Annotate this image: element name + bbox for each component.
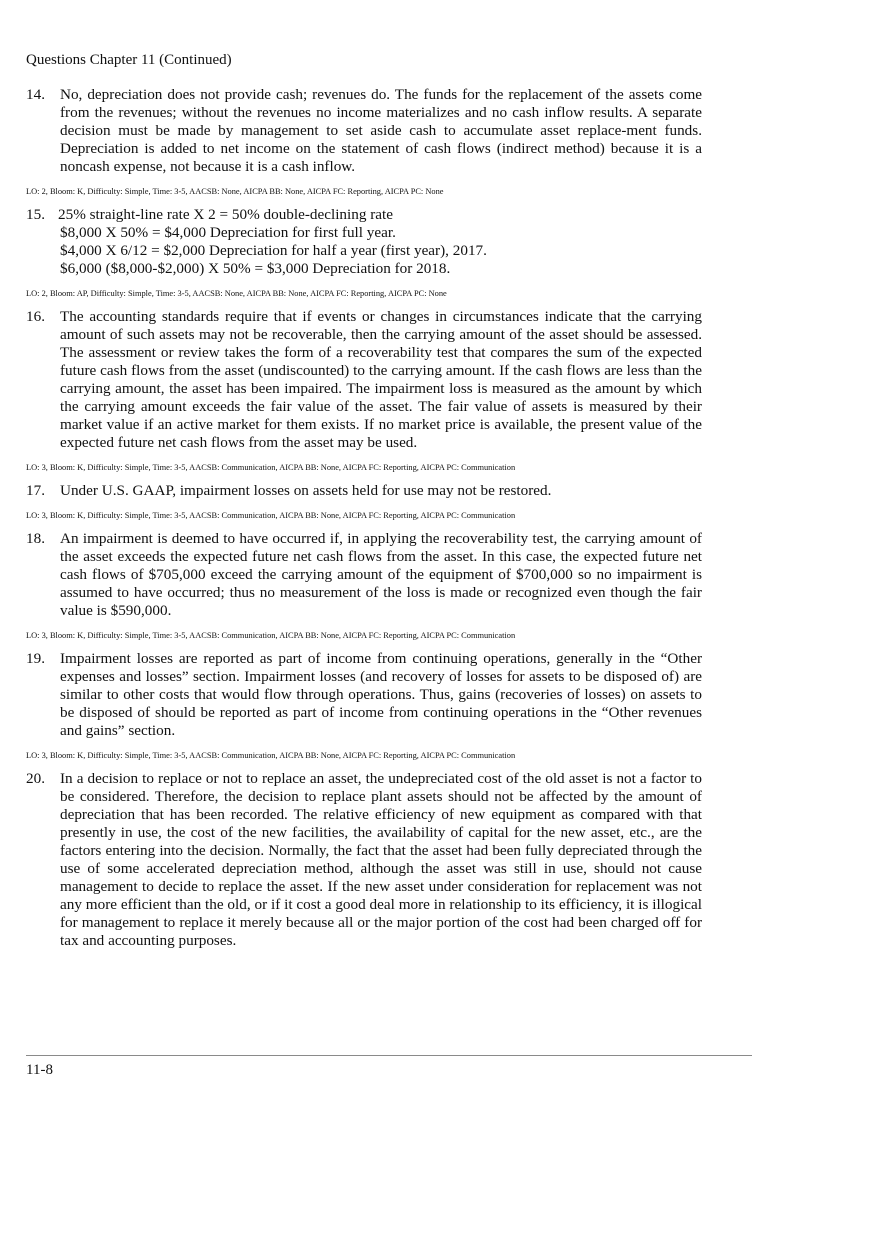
question-text: The accounting standards require that if events or changes in circumstances indicate that the carrying amount of such assets may not be recoverable, then the carrying amount of the asset should be assessed. The assessment or review takes the form of a recoverability test that compares the sum of the expected future cash flows from the asset (undiscounted) to the carrying amount. If the cash flows are less than the carrying amount, the asset has been impaired. The impairment loss is measured as the amount by which the carrying amount exceeds the fair value of the asset. The fair value of assets is measured by their market value if an active market for them exists. If no market price is available, the present value of the expected future net cash flows from the asset may be used.	[60, 308, 702, 451]
question-metadata: LO: 3, Bloom: K, Difficulty: Simple, Time: 3-5, AACSB: Communication, AICPA BB: None, AICPA FC: Reporting, AICPA PC: Communication	[26, 463, 516, 472]
question-number: 15.	[26, 206, 45, 223]
page-number: 11-8	[26, 1062, 53, 1078]
question-text: No, depreciation does not provide cash; revenues do. The funds for the replacement of the assets come from the revenues; without the revenues no income materializes and no cash inflow results. A separate decision must be made by management to set aside cash to accumulate asset replace-ment funds. Depreciation is added to net income on the statement of cash flows (indirect method) because it is a noncash expense, not because it is a cash inflow.	[60, 86, 702, 175]
question-18	[26, 530, 702, 620]
question-16	[26, 308, 702, 452]
question-number: 16.	[26, 308, 45, 325]
footer-divider	[26, 1055, 752, 1056]
question-metadata: LO: 3, Bloom: K, Difficulty: Simple, Time: 3-5, AACSB: Communication, AICPA BB: None, AICPA FC: Reporting, AICPA PC: Communication	[26, 751, 516, 760]
question-14	[26, 86, 702, 176]
question-text: In a decision to replace or not to replace an asset, the undepreciated cost of the old asset is not a factor to be considered. Therefore, the decision to replace plant assets should not be affected by the amount of depreciation that has been recorded. The relative efficiency of new equipment as compared with that presently in use, the cost of the new facilities, the availability of capital for the new asset, etc., are the factors entering into the decision. Normally, the fact that the asset had been fully depreciated through the use of some accelerated depreciation method, although the asset was still in use, should not cause management to decide to replace the asset. If the new asset under consideration for replacement was not any more efficient than the old, or if it cost a good deal more in relationship to its efficiency, it is illogical for management to replace it merely because all or the major portion of the cost had been charged off for tax and accounting purposes.	[60, 770, 702, 949]
calculation-line: $4,000 X 6/12 = $2,000 Depreciation for half a year (first year), 2017.	[60, 242, 487, 259]
page-title: Questions Chapter 11 (Continued)	[26, 52, 232, 68]
question-metadata: LO: 2, Bloom: K, Difficulty: Simple, Time: 3-5, AACSB: None, AICPA BB: None, AICPA FC: Reporting, AICPA PC: None	[26, 187, 444, 196]
question-text: Impairment losses are reported as part of income from continuing operations, generally in the “Other expenses and losses” section. Impairment losses (and recovery of losses for assets to be disposed of) are similar to other costs that would flow through operations. Thus, gains (recoveries of losses) on assets to be disposed of should be reported as part of income from continuing operations in the “Other revenues and gains” section.	[60, 650, 702, 739]
question-number: 14.	[26, 86, 45, 103]
question-number: 19.	[26, 650, 45, 667]
question-metadata: LO: 3, Bloom: K, Difficulty: Simple, Time: 3-5, AACSB: Communication, AICPA BB: None, AICPA FC: Reporting, AICPA PC: Communication	[26, 511, 516, 520]
question-number: 17.	[26, 482, 45, 499]
question-19	[26, 650, 702, 740]
calculation-line: $8,000 X 50% = $4,000 Depreciation for first full year.	[60, 224, 396, 241]
question-15	[26, 206, 702, 278]
question-metadata: LO: 3, Bloom: K, Difficulty: Simple, Time: 3-5, AACSB: Communication, AICPA BB: None, AICPA FC: Reporting, AICPA PC: Communication	[26, 631, 516, 640]
question-20	[26, 770, 702, 950]
question-number: 20.	[26, 770, 45, 787]
calculation-line: $6,000 ($8,000-$2,000) X 50% = $3,000 Depreciation for 2018.	[60, 260, 451, 277]
questions-section	[26, 86, 702, 950]
question-metadata: LO: 2, Bloom: AP, Difficulty: Simple, Time: 3-5, AACSB: None, AICPA BB: None, AICPA FC: Reporting, AICPA PC: None	[26, 289, 447, 298]
question-text: Under U.S. GAAP, impairment losses on assets held for use may not be restored.	[60, 482, 552, 499]
calculation-line: 25% straight-line rate X 2 = 50% double-declining rate	[58, 206, 393, 223]
question-text: An impairment is deemed to have occurred if, in applying the recoverability test, the carrying amount of the asset exceeds the expected future net cash flows from the asset. In this case, the expected future net cash flows of $705,000 exceed the carrying amount of the equipment of $700,000 so no impairment is assumed to have occurred; thus no measurement of the loss is made or recognized even though the fair value is $590,000.	[60, 530, 702, 619]
question-17	[26, 482, 702, 500]
question-number: 18.	[26, 530, 45, 547]
